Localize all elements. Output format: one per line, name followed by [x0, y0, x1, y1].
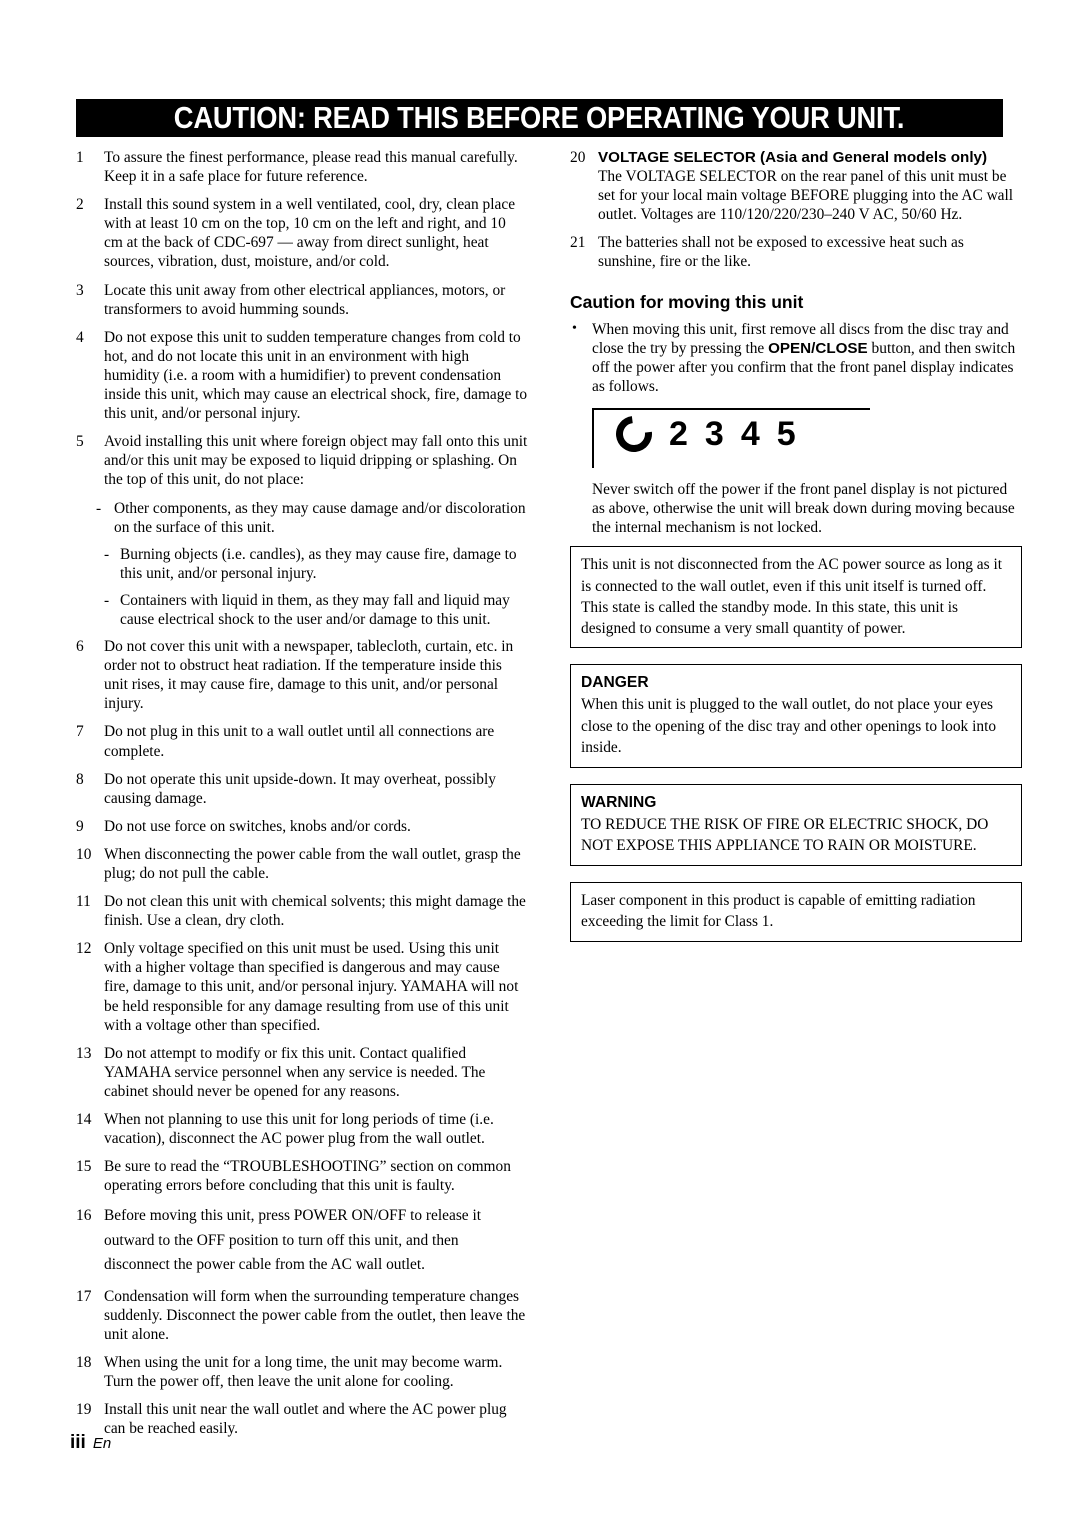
item-number: 18	[76, 1354, 92, 1372]
list-item	[570, 233, 1022, 271]
page-title-banner	[76, 99, 1003, 137]
item-number: 8	[76, 770, 84, 788]
item-number: 5	[76, 433, 84, 451]
item-text: Do not plug in this unit to a wall outlet until all connections are complete.	[104, 723, 495, 760]
item-text: When using the unit for a long time, the unit may become warm. Turn the power off, then leave the unit alone for cooling.	[104, 1354, 503, 1391]
sub-list-item	[96, 499, 528, 537]
list-item	[76, 1204, 528, 1278]
item-text: Before moving this unit, press POWER ON/OFF to release it outward to the OFF position to turn off this unit, and then disconnect the power cable from the AC wall outlet.	[104, 1207, 482, 1274]
sub-item-dash: -	[104, 591, 110, 609]
display-digit: 4	[740, 414, 760, 453]
item-text: Avoid installing this unit where foreign object may fall onto this unit and/or this unit may be exposed to liquid dripping or splashing. On the top of this unit, do not place:	[104, 433, 528, 489]
item-number: 10	[76, 845, 92, 863]
list-item	[76, 845, 528, 883]
list-item	[76, 1287, 528, 1344]
item-text: Condensation will form when the surrounding temperature changes suddenly. Disconnect the power cable from the outlet, then leave the unit alone.	[104, 1287, 526, 1344]
warning-box	[570, 784, 1022, 866]
item-text: Install this sound system in a well ventilated, cool, dry, clean place with at least 10 cm on the top, 10 cm on the left and right, and 10 cm at the back of CDC-697 — away from direct sunlight, heat sources, vibration, dust, moisture, and/or cold.	[104, 196, 516, 271]
page-number: iii	[70, 1432, 86, 1453]
bullet-text-part2: button, and then switch off the power after you confirm that the front panel display indicates as follows.	[592, 339, 1016, 395]
item-number: 7	[76, 723, 84, 741]
item-number: 6	[76, 638, 84, 656]
item-text: When not planning to use this unit for long periods of time (i.e. vacation), disconnect the AC power plug from the wall outlet.	[104, 1111, 494, 1148]
display-digit: 3	[704, 414, 724, 453]
moving-bullet	[570, 320, 1022, 396]
item-number: 21	[570, 234, 586, 252]
list-item	[76, 637, 528, 713]
never-switch-off-note: Never switch off the power if the front panel display is not pictured as above, otherwise the unit will break down during moving because the internal mechanism is not locked.	[592, 480, 1015, 537]
item-text: Do not operate this unit upside-down. It may overheat, possibly causing damage.	[104, 770, 496, 807]
list-item	[76, 432, 528, 489]
section-heading-moving: Caution for moving this unit	[570, 291, 804, 312]
box-text: Laser component in this product is capable of emitting radiation exceeding the limit for Class 1.	[581, 891, 976, 931]
list-item	[76, 817, 528, 836]
item-text: Be sure to read the “TROUBLESHOOTING” section on common operating errors before concluding that this unit is faulty.	[104, 1158, 511, 1195]
open-ring-icon	[609, 409, 660, 460]
list-item	[76, 328, 528, 423]
list-item	[76, 1353, 528, 1391]
bullet-dot-icon: •	[572, 320, 577, 336]
box-text: This unit is not disconnected from the AC power source as long as it is connected to the wall outlet, even if this unit itself is turned off. This state is called the standby mode. In this state, this unit is designed to consume a very small quantity of power.	[581, 556, 1003, 638]
voltage-selector-heading: VOLTAGE SELECTOR (Asia and General models only)	[598, 149, 988, 166]
item-number: 16	[76, 1207, 92, 1225]
sub-item-text: Burning objects (i.e. candles), as they may cause fire, damage to this unit, and/or personal injury.	[120, 545, 517, 582]
left-column	[76, 148, 528, 1448]
front-panel-display-figure	[592, 408, 870, 470]
item-text: Do not attempt to modify or fix this unit. Contact qualified YAMAHA service personnel when any service is needed. The cabinet should never be opened for any reasons.	[104, 1044, 486, 1100]
list-item	[76, 770, 528, 808]
item-text: Do not expose this unit to sudden temperature changes from cold to hot, and do not locate this unit in an environment with high humidity (i.e. a room with a humidifier) to prevent condensation inside this unit, which may cause an electrical shock, fire, damage to this unit, and/or personal injury.	[104, 328, 528, 423]
item-number: 15	[76, 1158, 92, 1176]
item-number: 20	[570, 149, 586, 166]
box-text: TO REDUCE THE RISK OF FIRE OR ELECTRIC SHOCK, DO NOT EXPOSE THIS APPLIANCE TO RAIN OR MOISTURE.	[581, 815, 989, 855]
sub-list-item	[104, 591, 528, 629]
page-title: CAUTION: READ THIS BEFORE OPERATING YOUR UNIT.	[174, 100, 905, 135]
sub-list-item	[104, 545, 528, 583]
item-number: 1	[76, 149, 84, 166]
language-code: En	[92, 1435, 112, 1452]
item-number: 11	[76, 893, 91, 911]
list-item	[76, 939, 528, 1034]
sub-item-text: Containers with liquid in them, as they may fall and liquid may cause electrical shock to the user and/or damage to this unit.	[120, 591, 510, 628]
item-number: 2	[76, 196, 84, 214]
right-column	[570, 148, 1022, 958]
item-text: To assure the finest performance, please read this manual carefully. Keep it in a safe place for future reference.	[104, 149, 518, 186]
display-digit: 2	[669, 414, 688, 453]
item-number: 13	[76, 1044, 92, 1062]
list-item	[570, 148, 1022, 224]
sub-item-text: Other components, as they may cause damage and/or discoloration on the surface of this unit.	[114, 499, 526, 536]
figure-left-rule	[592, 408, 594, 468]
standby-mode-box	[570, 546, 1022, 648]
item-text: Install this unit near the wall outlet and where the AC power plug can be reached easily.	[104, 1401, 507, 1438]
item-number: 4	[76, 328, 84, 346]
list-item	[76, 195, 528, 271]
item-number: 3	[76, 281, 84, 299]
figure-top-rule	[592, 408, 870, 410]
item-text: The VOLTAGE SELECTOR on the rear panel of this unit must be set for your local main voltage BEFORE plugging into the AC wall outlet. Voltages are 110/120/220/230–240 V AC, 50/60 Hz.	[598, 168, 1014, 224]
sub-item-dash: -	[104, 545, 110, 563]
list-item	[76, 1157, 528, 1195]
box-text: When this unit is plugged to the wall outlet, do not place your eyes close to the opening of the disc tray and other openings to look into inside.	[581, 696, 997, 757]
item-number: 9	[76, 817, 84, 835]
item-text: Only voltage specified on this unit must be used. Using this unit with a higher voltage than specified is dangerous and may cause fire, damage to this unit, and/or personal injury. YAMAHA will not be held responsible for any damage resulting from use of this unit with a voltage other than specified.	[104, 940, 519, 1034]
page-footer	[70, 1432, 111, 1454]
item-number: 14	[76, 1111, 92, 1129]
item-text: Do not use force on switches, knobs and/or cords.	[104, 817, 411, 835]
list-item	[76, 892, 528, 930]
item-text: Do not cover this unit with a newspaper, tablecloth, curtain, etc. in order not to obstruct heat radiation. If the temperature inside this unit rises, it may cause fire, damage to this unit, and/or personal injury.	[104, 638, 514, 713]
list-item	[76, 281, 528, 319]
list-item	[76, 148, 528, 186]
open-close-button-label: OPEN/CLOSE	[768, 339, 868, 357]
display-digit: 5	[776, 414, 796, 453]
item-number: 12	[76, 940, 92, 958]
laser-class-box	[570, 882, 1022, 942]
list-item	[76, 1400, 528, 1438]
list-item	[76, 1110, 528, 1148]
list-item	[76, 1044, 528, 1101]
item-text: Do not clean this unit with chemical solvents; this might damage the finish. Use a clean, dry cloth.	[104, 893, 526, 930]
item-text: Locate this unit away from other electrical appliances, motors, or transformers to avoid humming sounds.	[104, 281, 506, 318]
sub-item-dash: -	[96, 499, 102, 517]
warning-box-title: WARNING	[581, 793, 657, 811]
danger-box-title: DANGER	[581, 674, 649, 692]
item-number: 17	[76, 1287, 92, 1305]
danger-box	[570, 664, 1022, 768]
item-number: 19	[76, 1401, 92, 1419]
item-text: The batteries shall not be exposed to excessive heat such as sunshine, fire or the like.	[598, 234, 964, 271]
list-item	[76, 722, 528, 760]
bullet-text-part1: When moving this unit, first remove all discs from the disc tray and close the try by pressing the	[592, 320, 1009, 357]
item-text: When disconnecting the power cable from the wall outlet, grasp the plug; do not pull the cable.	[104, 845, 521, 882]
